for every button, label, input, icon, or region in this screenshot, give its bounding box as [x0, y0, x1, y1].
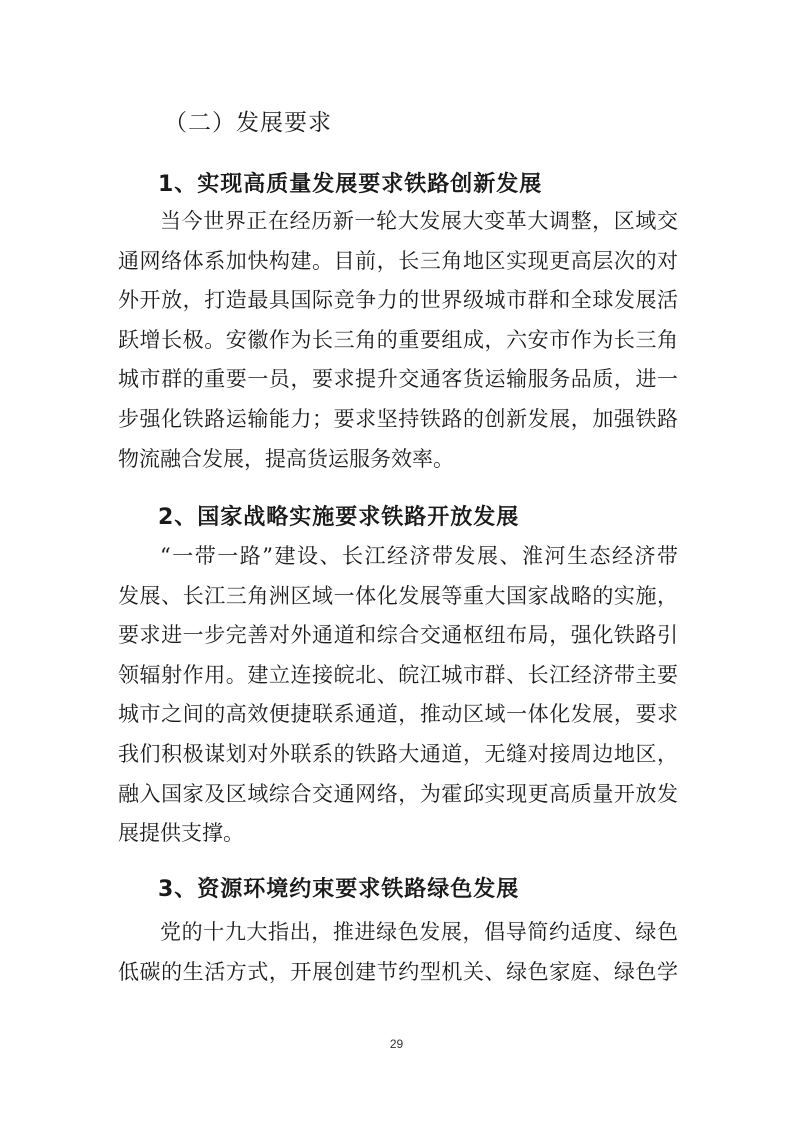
paragraph-line: 城市群的重要一员，要求提升交通客货运输服务品质，进一	[118, 367, 678, 392]
paragraph-line: 跃增长极。安徽作为长三角的重要组成，六安市作为长三角	[118, 327, 678, 352]
paragraph-line: 城市之间的高效便捷联系通道，推动区域一体化发展，要求	[118, 702, 678, 727]
paragraph-line: 领辐射作用。建立连接皖北、皖江城市群、长江经济带主要	[118, 662, 678, 687]
paragraph-2	[118, 537, 678, 854]
paragraph-line: 步强化铁路运输能力；要求坚持铁路的创新发展，加强铁路	[118, 406, 678, 431]
paragraph-line: 发展、长江三角洲区域一体化发展等重大国家战略的实施，	[118, 583, 678, 608]
paragraph-line: 党的十九大指出，推进绿色发展，倡导简约适度、绿色	[160, 920, 678, 944]
paragraph-line: 要求进一步完善对外通道和综合交通枢纽布局，强化铁路引	[118, 623, 678, 648]
paragraph-line: 融入国家及区域综合交通网络，为霍邱实现更高质量开放发	[118, 781, 678, 806]
paragraph-line: 我们积极谋划对外联系的铁路大通道，无缝对接周边地区，	[118, 741, 678, 766]
paragraph-1	[118, 202, 678, 479]
paragraph-line: “一带一路”建设、长江经济带发展、淮河生态经济带	[160, 544, 678, 568]
paragraph-line: 展提供支撑。	[118, 821, 244, 846]
paragraph-line: 通网络体系加快构建。目前，长三角地区实现更高层次的对	[118, 248, 678, 273]
subsection-heading-3: 3、资源环境约束要求铁路绿色发展	[158, 877, 520, 902]
subsection-heading-2: 2、国家战略实施要求铁路开放发展	[158, 505, 520, 530]
section-title: （二）发展要求	[164, 110, 332, 136]
subsection-heading-1: 1、实现高质量发展要求铁路创新发展	[158, 172, 543, 197]
paragraph-line: 物流融合发展，提高货运服务效率。	[118, 446, 454, 471]
paragraph-line: 低碳的生活方式，开展创建节约型机关、绿色家庭、绿色学	[118, 959, 678, 984]
page-number: 29	[389, 1037, 404, 1051]
paragraph-line: 外开放，打造最具国际竞争力的世界级城市群和全球发展活	[118, 288, 678, 313]
paragraph-3	[118, 913, 678, 992]
paragraph-line: 当今世界正在经历新一轮大发展大变革大调整，区域交	[160, 209, 678, 233]
